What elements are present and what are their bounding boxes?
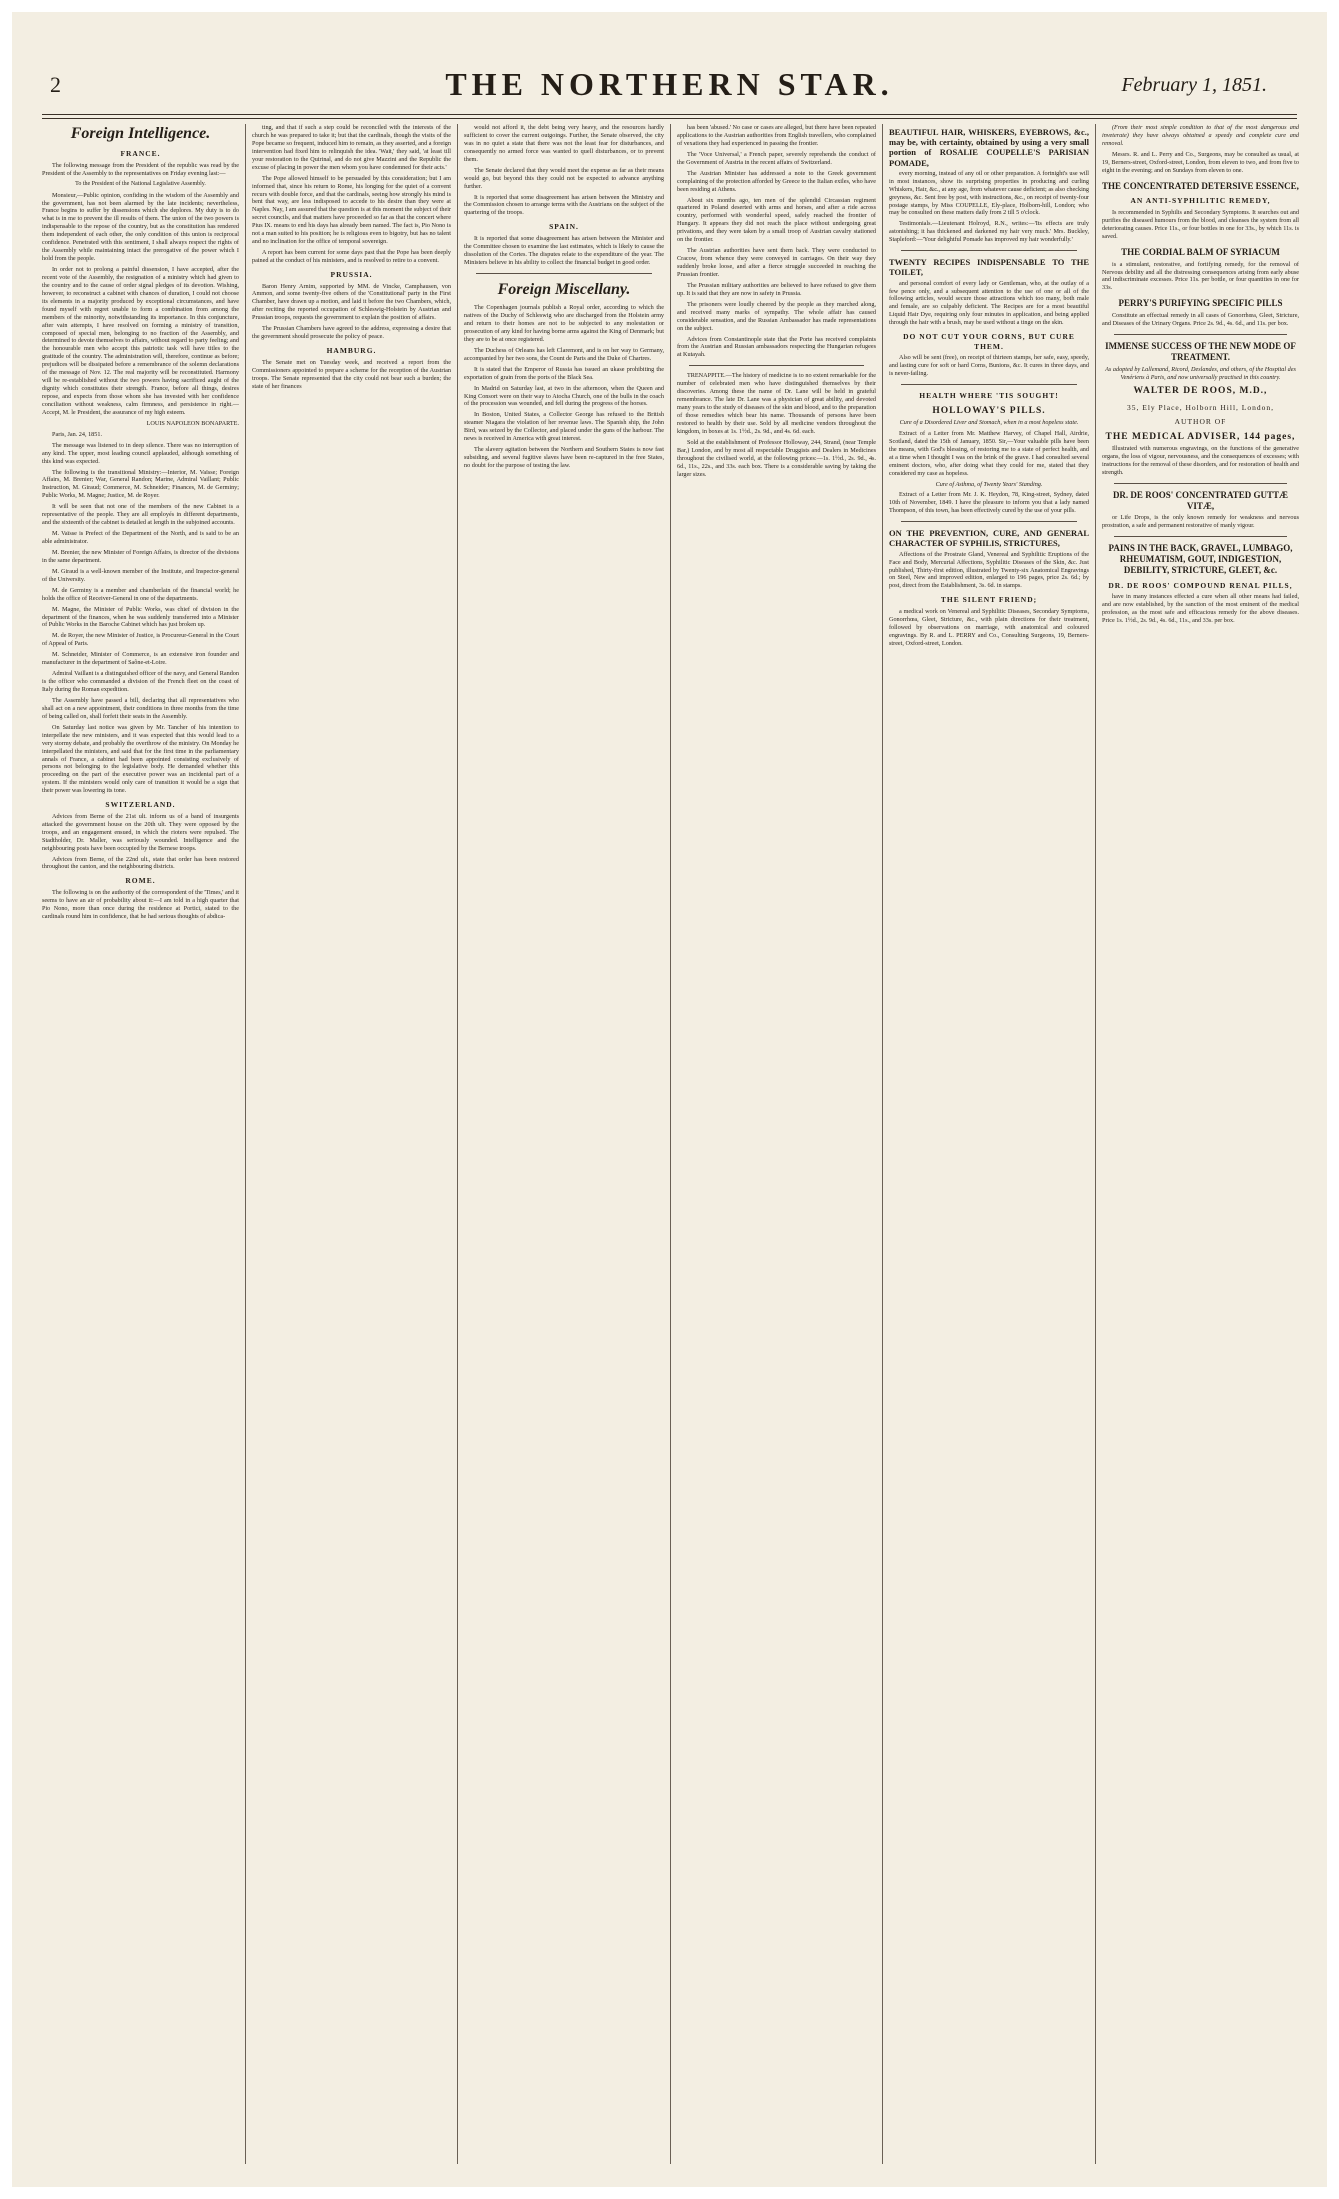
ad-address: 35, Ely Place, Holborn Hill, London, — [1126, 402, 1275, 412]
article-paragraph: The Copenhagen journals publish a Royal order, according to which the natives of the Duchy of Schleswig who are discharged from the Holstein army and return to their homes are not to be subjected to any molestation or prosecution of any kind for having borne arms against the King of Denmark; but they are to be at once registered. — [464, 304, 664, 343]
ad-separator — [1114, 536, 1287, 537]
column-divider — [245, 124, 246, 2164]
article-paragraph: To the President of the National Legislative Assembly. — [75, 180, 206, 187]
ad-separator — [1114, 483, 1287, 484]
ad-subheading: AN ANTI-SYPHILITIC REMEDY, — [1130, 196, 1271, 206]
ad-separator — [901, 384, 1077, 385]
article-paragraph: The Duchess of Orleans has left Claremont, and is on her way to Germany, accompanied by her two sons, the Count de Paris and the Duke of Chartres. — [464, 346, 664, 362]
ad-heading: TWENTY RECIPES INDISPENSABLE TO THE TOILET, — [889, 257, 1089, 278]
ad-body: (From their most simple condition to that of the most dangerous and inveterate) they have always obtained a speedy and complete cure and removal. — [1102, 124, 1299, 147]
article-paragraph: The Senate met on Tuesday week, and received a report from the Commissioners appointed to prepare a scheme for the reception of the Austrian troops. The Senate represented that the city could not bear such a burden; the state of her finances — [252, 358, 451, 390]
ad-book-title: THE MEDICAL ADVISER, 144 pages, — [1105, 431, 1296, 442]
ad-title: THE CORDIAL BALM OF SYRIACUM — [1121, 246, 1280, 257]
column-1 — [42, 124, 239, 2169]
article-paragraph: would not afford it, the debt being very heavy, and the resources hardly sufficient to cover the current outgoings. Further, the Senate observed, the city was in no quiet a state that there was not the least fear for disturbances, and consequently no armed force was wanted to quell disturbances, or to prevent them. — [464, 124, 664, 163]
ad-separator — [901, 250, 1077, 251]
article-paragraph: Advices from Constantinople state that the Porte has received complaints from the Austrian and Russian ambassadors respecting the Hungarian refugees at Kutayah. — [677, 335, 876, 359]
article-heading-prussia: PRUSSIA. — [330, 269, 373, 279]
article-paragraph: It is stated that the Emperor of Russia has issued an ukase prohibiting the exportation of grain from the ports of the Black Sea. — [464, 365, 664, 381]
ad-body: Is recommended in Syphilis and Secondary Symptoms. It searches out and purifies the diseased humours from the blood, and cleanses the system from all deteriorating causes. Price 11s., or four bottles in one for 33s., by which 11s. is saved. — [1102, 209, 1299, 240]
article-paragraph: M. Giraud is a well-known member of the Institute, and Inspector-general of the University. — [42, 567, 239, 583]
article-paragraph: The prisoners were loudly cheered by the people as they marched along, and received many marks of sympathy. The whole affair has caused considerable sensation, and the Russian Ambassador has made representations on the subject. — [677, 300, 876, 332]
advertisement-text: Sold at the establishment of Professor Holloway, 244, Strand, (near Temple Bar,) London, and by most all respectable Druggists and Dealers in Medicines throughout the civilised world, at the following prices:—1s. 1½d., 2s. 9d., 4s. 6d., 11s., 22s., and 33s. each box. There is a considerable saving by taking the larger sizes. — [677, 438, 876, 478]
article-heading-spain: SPAIN. — [549, 222, 579, 232]
article-paragraph: In Boston, United States, a Collector George has refused to the British steamer Niagara the violation of her revenue laws. The Spanish ship, the John Bird, was seized by the Collector, and placed under the guns of the harbour. The news is received in America with great interest. — [464, 411, 664, 443]
ad-body: Illustrated with numerous engravings, on the functions of the generative organs, the loss of vigour, nervousness, and the consequences of excesses; with instructions for the removal of these disorders, and for restoration of health and strength. — [1102, 444, 1299, 476]
ad-separator — [901, 521, 1077, 522]
ad-title: PERRY'S PURIFYING SPECIFIC PILLS — [1118, 298, 1283, 309]
article-paragraph: Advices from Berne, of the 22nd ult., state that order has been restored throughout the canton, and the neighbouring districts. — [42, 855, 239, 871]
article-paragraph: It will be seen that not one of the members of the new Cabinet is a representative of the people. They are all employés in different departments, and the sixteenth of the cabinet is detailed at length in the subjoined accounts. — [42, 503, 239, 527]
ad-body: every morning, instead of any oil or other preparation. A fortnight's use will in most instances, show its surprising properties in producing and curling Whiskers, Hair, &c., at any age, from whatever cause deficient; as also checking greyness, &c. Sent free by post, with instructions, &c., on receipt of twenty-four postage stamps, by Miss COUPELLE, Ely-place, Holborn-hill, London; who may be consulted on these matters daily from 2 till 5 o'clock. — [889, 169, 1089, 217]
article-paragraph: ting, and that if such a step could be reconciled with the interests of the church he was prepared to take it; but that the cardinals, though the visits of the Pope became so frequent, induced him to remain, as they asserted, and a foreign intervention had fixed him to relinquish the idea. 'Wait,' they said, 'at least till your restoration to the Quirinal, and do not give Mazzini and the Republic the excuse of placing in power the men whom you have condemned for their acts.' — [252, 124, 451, 171]
ad-body: and personal comfort of every lady or Gentleman, who, at the outlay of a few pence only, and a subsequent attention to the use of one or all of the following articles, would secure those attractions which too many, both male and female, are so culpably deficient. The Recipes are for a most beautiful Liquid Hair Dye, requiring only four minutes in application, and being applied through the hair with a brush, may be used without a tinge on the skin. — [889, 279, 1089, 327]
column-5 — [889, 124, 1089, 2169]
article-paragraph: The Prussian military authorities are believed to have refused to give them up. It is said that they are now in safety in Prussia. — [677, 281, 876, 297]
article-paragraph: The following is on the authority of the correspondent of the 'Times,' and it seems to have an air of probability about it:—I am told in a high quarter that Pio Nono, more than once during the residence at Portici, stated to the cardinals round him in confidence, that he had serious thoughts of abdica- — [42, 888, 239, 920]
ad-title: DR. DE ROOS' CONCENTRATED GUTTÆ VITÆ, — [1112, 489, 1289, 511]
article-paragraph: The Pope allowed himself to be persuaded by this consideration; but I am informed that, since his return to Rome, his longing for the quiet of a convent recurs with double force, and that the cardinals, seeing how strongly his mind is bent that way, are less indisposed to accede to his desire than they were at Naples. Nay, I am assured that the question is at this moment the subject of their secret councils, and that matters have proceeded so far as that the concert where Pius IX. means to end his days has already been named. The fact is, Pio Nono is not a man suited to his position; he is religious even to bigotry, but has no talent and no inclination for the office of temporal sovereign. — [252, 174, 451, 246]
article-paragraph: In Madrid on Saturday last, at two in the afternoon, when the Queen and King Consort were on their way to Atocha Church, one of the bulls in the coach of the procession was wounded, and fell during the progress of the horses. — [464, 384, 664, 408]
ad-body: have in many instances effected a cure when all other means had failed, and are now established, by the sanction of the most eminent of the medical profession, as the most safe and efficacious remedy for the above diseases. Price 1s. 1½d., 2s. 9d., 4s. 6d., 11s., and 33s. per box. — [1102, 593, 1299, 624]
column-divider — [1095, 124, 1096, 2164]
article-paragraph: It is reported that some disagreement has arisen between the Ministry and the Commission chosen to arrange terms with the Austrians on the subject of the quartering of the troops. — [464, 193, 664, 217]
article-paragraph: In order not to prolong a painful dissension, I have accepted, after the recent vote of the Assembly, the resignation of a ministry which had given to the country and to the cause of order signal pledges of its devotion. Wishing, however, to reconstruct a cabinet with chances of duration, I could not choose its elements in a majority produced by exceptional circumstances, and have found myself with regret unable to form a combination from among the members of the minority, notwithstanding its importance. In this conjuncture, after vain attempts, I have resolved on forming a ministry of transition, composed of special men, belonging to no fraction of the Assembly, and determined to devote themselves to affairs, without regard to party feeling; and the honourable men who accept this patriotic task will have titles to the gratitude of the country. The administration will, therefore, continue as before; prejudices will be dissipated before a remembrance of the solemn declarations of the message of Nov. 12. The real majority will be reconstituted. Harmony will be re-established without the two powers having sacrificed aught of the dignity which constitutes their strength. France, before all things, desires repose, and expects from those whom she has invested with her confidence conciliation without weakness, calm firmness, and persistence in right.—Accept, M. le President, the assurance of my high esteem. — [42, 266, 239, 416]
ad-heading: ON THE PREVENTION, CURE, AND GENERAL CHARACTER OF SYPHILIS, STRICTURES, — [889, 528, 1089, 549]
article-paragraph: M. Brenier, the new Minister of Foreign Affairs, is director of the divisions in the same department. — [42, 548, 239, 564]
column-2 — [252, 124, 451, 2169]
article-paragraph: M. Magne, the Minister of Public Works, was chief of division in the department of the finances, when he was suddenly transferred into a Minister of Public Works in the Baroche Cabinet which has just broken up. — [42, 605, 239, 629]
ad-body: or Life Drops, is the only known remedy for weakness and nervous prostration, a safe and permanent restorative of manly vigour. — [1102, 514, 1299, 530]
ad-separator — [1114, 334, 1287, 335]
section-separator — [476, 273, 652, 274]
article-paragraph: Baron Henry Arnim, supported by MM. de Vincke, Camphausen, von Ammon, and some twenty-five others of the 'Constitutional' party in the First Chamber, have drawn up a motion, and laid it before the two Chambers, which, after reciting the reported occupation of Schleswig-Holstein by Austrian and Prussian troops, requests the government to explain the position of affairs. — [252, 282, 451, 322]
article-paragraph: M. Vaïsse is Prefect of the Department of the North, and is said to be an able administrator. — [42, 530, 239, 546]
section-heading: Foreign Intelligence. — [70, 125, 211, 142]
ad-body: Extract of a Letter from Mr. J. K. Heydon, 78, King-street, Sydney, dated 10th of November, 1849. I have the pleasure to inform you that a lady named Thompson, of this town, has been effectively cured by the use of your pills. — [889, 491, 1089, 515]
section-heading: Foreign Miscellany. — [497, 280, 631, 298]
article-paragraph: The following message from the President of the republic was read by the President of the Assembly to the representatives on Friday evening last:— — [42, 162, 239, 177]
ad-subheading: DO NOT CUT YOUR CORNS, BUT CURE THEM. — [903, 332, 1075, 351]
article-heading-rome: ROME. — [125, 876, 156, 886]
masthead-rule-thin — [42, 118, 1297, 119]
column-6 — [1102, 124, 1299, 2169]
column-3 — [464, 124, 664, 2169]
ad-body: Extract of a Letter from Mr. Matthew Harvey, of Chapel Hall, Airdrie, Scotland, dated the 15th of January, 1850. Sir,—Your valuable pills have been the means, with God's blessing, of restoring me to a state of perfect health, and at a time when I thought I was on the brink of the grave. I had consulted several eminent doctors, who, after doing what they could for me, stated that they considered my case as hopeless. — [889, 429, 1089, 477]
column-divider — [457, 124, 458, 2164]
article-paragraph: On Saturday last notice was given by Mr. Tancher of his intention to interpellate the new ministers, and it was expected that this would lead to a very stormy debate, and probably the overthrow of the ministry. On Monday he interpellated the ministers, and said that for the first time in the parliamentary annals of France, a cabinet had been appointed consisting exclusively of persons not belonging to the legislative body. He demanded whether this proceeding on the part of the executive power was an incidental part of a system. If the ministers would only care of transition it would be a sign that their power was lowering its tone. — [42, 723, 239, 795]
article-paragraph: has been 'abused.' No case or cases are alleged, but there have been repeated applications to the Austrian authorities from English travellers, who complained of vexations they had experienced in passing the frontier. — [677, 124, 876, 147]
column-divider — [670, 124, 671, 2164]
column-divider — [882, 124, 883, 2164]
article-paragraph: The Assembly have passed a bill, declaring that all representatives who shall act on a new appointment, their conditions in three months from the time of being called on, shall forfeit their seats in the Assembly. — [42, 696, 239, 720]
issue-date: February 1, 1851. — [1121, 74, 1267, 96]
article-paragraph: The Prussian Chambers have agreed to the address, expressing a desire that the government should prosecute the policy of peace. — [252, 325, 451, 341]
article-paragraph: The slavery agitation between the Northern and Southern States is now fast subsiding, and several fugitive slaves have been re-captured in the free States, no doubt for the purpose of testing the law. — [464, 446, 664, 469]
ad-subtitle: Cure of Asthma, of Twenty Years' Standing. — [935, 480, 1043, 488]
article-paragraph: A report has been current for some days past that the Pope has been deeply pained at the conduct of his ministers, and is resolved to retire to a convent. — [252, 249, 451, 264]
newspaper-title: THE NORTHERN STAR. — [445, 66, 894, 102]
ad-body: Messrs. R. and L. Perry and Co., Surgeons, may be consulted as usual, at 19, Berners-street, Oxford-street, London, from eleven to two, and from five to eight in the evening; and on Sundays from eleven to one. — [1102, 150, 1299, 174]
section-separator — [689, 365, 864, 366]
ad-body: Also will be sent (free), on receipt of thirteen stamps, her safe, easy, speedy, and lasting cure for soft or hard Corns, Bunions, &c. It cures in three days, and is never-failing. — [889, 354, 1089, 378]
article-heading-hamburg: HAMBURG. — [326, 346, 377, 356]
advertisement-text: TRENAPPITE.—The history of medicine is to no extent remarkable for the number of celebrated men who have distinguished themselves by their discoveries. Among these the name of Dr. Lane will be held in grateful remembrance. The late Dr. Lane was a physician of great ability, and devoted many years to the study of diseases of the skin and blood, and to the preparation of those remedies which bear his name. Thousands of persons have been restored to health by their use. Sold by all medicine vendors throughout the kingdom, in boxes at 1s. 1½d., 2s. 9d., and 4s. 6d. each. — [677, 372, 876, 435]
ad-subheading: THE SILENT FRIEND; — [940, 595, 1038, 605]
page-number: 2 — [50, 72, 61, 97]
ad-title: THE CONCENTRATED DETERSIVE ESSENCE, — [1102, 180, 1299, 191]
article-paragraph: M. Schneider, Minister of Commerce, is an extensive iron founder and manufacturer in the department of Saône-et-Loire. — [42, 651, 239, 667]
article-paragraph: Monsieur,—Public opinion, confiding in the wisdom of the Assembly and the government, has not been alarmed by the late incidents; nevertheless, France begins to suffer by dissensions which she deplores. My duty is to do what is in me to prevent the ill results of them. The union of the two powers is indispensable to the repose of the country, but as the constitution has rendered them independent of each other, the only condition of this union is reciprocal confidence. Penetrated with this sentiment, I shall always respect the rights of the Assembly while maintaining intact the prerogative of the power which I hold from the people. — [42, 191, 239, 263]
article-paragraph: The message was listened to in deep silence. There was no interruption of any kind. The upper, most leading council applauded, although something of this kind was expected. — [42, 441, 239, 465]
ad-title: HOLLOWAY'S PILLS. — [932, 405, 1046, 416]
masthead-rule — [42, 114, 1297, 115]
masthead — [12, 66, 1327, 106]
article-paragraph: The 'Voce Universal,' a French paper, severely reprehends the conduct of the Government of Austria in the recent affairs of Switzerland. — [677, 150, 876, 166]
ad-testimonials: Testimonials.—Lieutenant Holroyd, R.N., writes:—'Its effects are truly astonishing; it has thickened and darkened my hair very much.' Mrs. Buckley, Stapleford:—'Your delightful Pomade has improved my hair wonderfully.' — [889, 220, 1089, 244]
ad-body: Affections of the Prostrate Gland, Venereal and Syphilitic Eruptions of the Face and Body, Mercurial Affections, Syphilitic Diseases of the Skin, &c. Just published, Thirty-first edition, illustrated by Twenty-six Anatomical Engravings on Steel, New and improved edition, enlarged to 196 pages, price 2s. 6d.; by post, direct from the Establishment, 3s. 6d. in stamps. — [889, 550, 1089, 590]
article-paragraph: It is reported that some disagreement has arisen between the Minister and the Committee chosen to examine the last estimates, which is likely to cause the dissolution of the Cortes. The disputes relate to the expenditure of the year. The Ministers believe in his ability to collect the financial budget in good order. — [464, 234, 664, 266]
article-paragraph: The Austrian authorities have sent them back. They were conducted to Cracow, from whence they were conveyed in carriages. On their way they suddenly broke loose, and after a fierce struggle succeeded in reaching the Prussian frontier. — [677, 247, 876, 278]
article-paragraph: Advices from Berne of the 21st ult. inform us of a band of insurgents attacked the government house on the 20th ult. They were opposed by the troops, and an engagement ensued, in which the rioters were repulsed. The Stadtholder, Dr. Maller, was seriously wounded. Intelligence and the neighbouring posts have been occupied by the Bernese troops. — [42, 812, 239, 852]
signature: LOUIS NAPOLEON BONAPARTE. — [146, 419, 239, 427]
ad-body: Constitute an effectual remedy in all cases of Gonorrhœa, Gleet, Stricture, and Diseases of the Urinary Organs. Price 2s. 9d., 4s. 6d., and 11s. per box. — [1102, 312, 1299, 328]
article-paragraph: The Senate declared that they would meet the expense as far as their means would go, but beyond this they could not be expected to advance anything further. — [464, 166, 664, 190]
article-paragraph: About six months ago, ten men of the splendid Circassian regiment quartered in Poland deserted with arms and horses, and after a ride across country, performed with wonderful speed, safely reached the frontier of Hungary. It appears they did not reach the place without undergoing great privations, and they were taken by a small troop of Austrian cavalry stationed on the frontier. — [677, 196, 876, 244]
dateline: Paris, Jan. 24, 1851. — [52, 430, 103, 438]
article-paragraph: M. de Royer, the new Minister of Justice, is Procureur-General in the Court of Appeal of Paris. — [42, 632, 239, 648]
ad-subheading: HEALTH WHERE 'TIS SOUGHT! — [919, 391, 1059, 401]
ad-heading: BEAUTIFUL HAIR, WHISKERS, EYEBROWS, &c., may be, with certainty, obtained by using a very small portion of ROSALIE COUPELLE'S PARISIAN POMADE, — [889, 127, 1089, 168]
ad-subheading: DR. DE ROOS' COMPOUND RENAL PILLS, — [1108, 580, 1293, 590]
article-heading-switzerland: SWITZERLAND. — [105, 800, 176, 810]
ad-author: WALTER DE ROOS, M.D., — [1133, 386, 1268, 397]
article-paragraph: M. de Germiny is a member and chamberlain of the financial world; he holds the office of Receiver-General in one of the departments. — [42, 586, 239, 602]
newspaper-page — [12, 12, 1327, 2187]
ad-author-label: AUTHOR OF — [1174, 417, 1227, 427]
ad-title: PAINS IN THE BACK, GRAVEL, LUMBAGO, RHEUMATISM, GOUT, INDIGESTION, DEBILITY, STRICTURE, GLEET, &c. — [1108, 543, 1293, 575]
article-paragraph: Admiral Vaillant is a distinguished officer of the navy, and General Randon is the officer who commanded a division of the French fleet on the coast of Italy during the Roman expedition. — [42, 670, 239, 694]
column-4 — [677, 124, 876, 2169]
ad-body: a medical work on Venereal and Syphilitic Diseases, Secondary Symptoms, Gonorrhœa, Gleet, Stricture, &c., with plain directions for their treatment, followed by observations on marriage, with anatomical and coloured engravings. By R. and L. PERRY and Co., Consulting Surgeons, 19, Berners-street, Oxford-street, London. — [889, 607, 1089, 647]
ad-body: is a stimulant, restorative, and fortifying remedy, for the removal of Nervous debility and all the distressing consequences arising from early abuse and indiscriminate excesses. Price 11s. per bottle, or four quantities in one for 33s. — [1102, 260, 1299, 292]
ad-title: IMMENSE SUCCESS OF THE NEW MODE OF TREATMENT. — [1105, 340, 1296, 362]
ad-subtitle: As adopted by Lallemand, Ricord, Deslandes, and others, of the Hospital des Venériens à Paris, and now universally practised in this country. — [1105, 365, 1296, 381]
article-paragraph: The Austrian Minister has addressed a note to the Greek government complaining of the protection afforded by Greece to the Italian exiles, who have been residing at Athens. — [677, 169, 876, 193]
article-paragraph: The following is the transitional Ministry:—Interior, M. Vaïsse; Foreign Affairs, M. Brenier; War, General Randon; Marine, Admiral Vaillant; Public Instruction, M. Giraud; Commerce, M. Schneider; Finances, M. de Germiny; Public Works, M. Magne; Justice, M. de Royer. — [42, 468, 239, 500]
article-heading-france: FRANCE. — [120, 149, 161, 159]
ad-subtitle: Cure of a Disordered Liver and Stomach, when in a most hopeless state. — [899, 418, 1079, 426]
